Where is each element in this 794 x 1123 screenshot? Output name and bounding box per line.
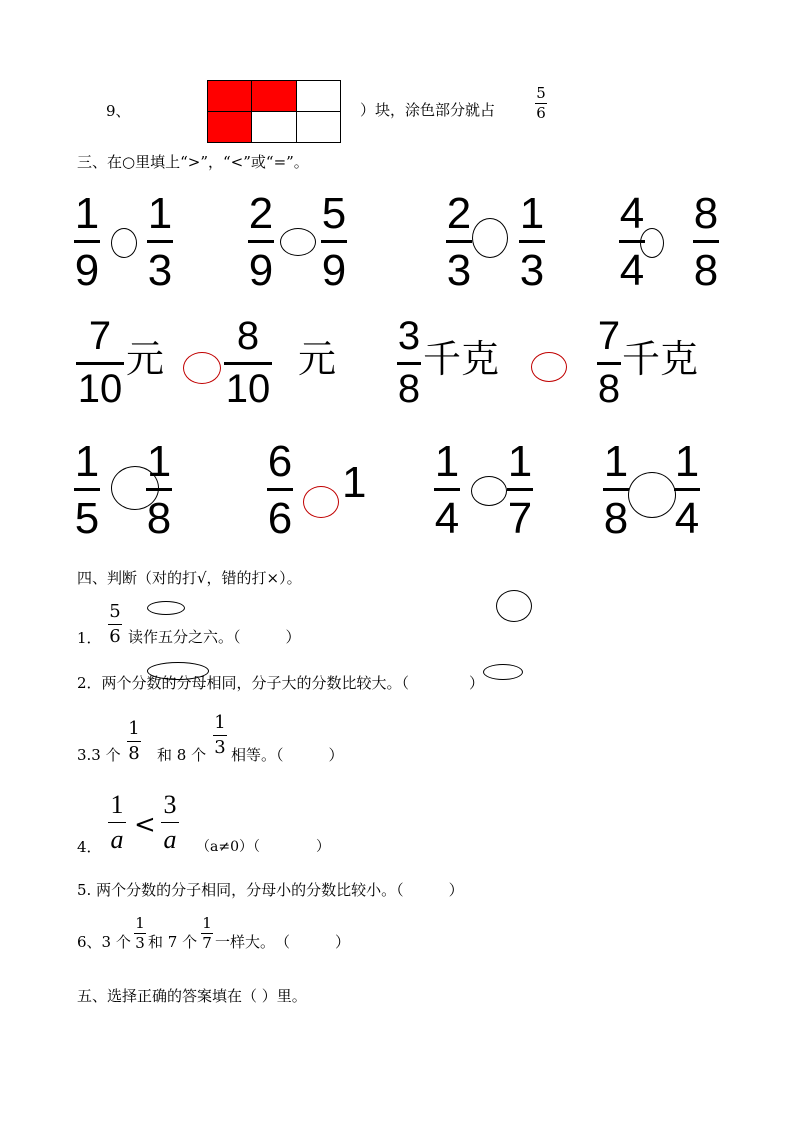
numerator: 1 [135,914,145,932]
fraction [519,189,545,295]
item-1-fraction [108,603,122,646]
numerator: 1 [74,437,100,486]
denominator: 5 [74,494,100,543]
item-4-fraction-a [108,792,126,853]
compare-circle[interactable] [280,228,316,256]
numerator: 3 [163,790,177,819]
fraction-bar [321,240,347,243]
q9-number: 9、 [106,102,131,120]
item-3-suffix: 相等。（ ） [231,746,344,764]
denominator: 3 [214,737,226,758]
denominator: 8 [146,494,172,543]
fraction-bar [213,735,227,736]
fraction [597,316,621,409]
fraction-bar [519,240,545,243]
item-6-fraction-a [134,916,146,951]
item-6-fraction-b [201,916,213,951]
numerator: 6 [267,437,293,486]
fraction-bar [74,240,100,243]
denominator: 7 [507,494,533,543]
denominator: 7 [202,934,212,952]
section-5-title: 五、选择正确的答案填在（ ）里。 [77,987,307,1005]
unit-label: 元 [298,337,337,381]
denominator: 10 [77,367,123,411]
item-3-fraction-a [127,720,141,763]
denominator: 9 [74,246,100,295]
numerator: 4 [619,189,645,238]
fraction [321,189,347,295]
compare-circle[interactable] [531,352,567,382]
unit-label: 元 [126,337,165,381]
fraction [146,437,172,543]
numerator: 1 [74,189,100,238]
fraction-bar [446,240,472,243]
fraction-bar [146,488,172,491]
numerator: 1 [147,189,173,238]
stray-oval [147,601,185,615]
fraction [674,437,700,543]
fraction-bar [674,488,700,491]
section-3-title: 三、在○里填上“>”，“<”或“=”。 [77,153,309,171]
denominator: 3 [519,246,545,295]
item-6-prefix: 6、3 个 [77,933,131,951]
denominator: 6 [536,104,546,122]
item-6-suffix: 一样大。 （ ） [215,933,351,951]
denominator: 8 [693,246,719,295]
fraction-bar [76,362,124,365]
fraction [76,316,124,409]
fraction [74,437,100,543]
denominator: 6 [109,626,121,647]
denominator: 10 [225,367,271,411]
numerator: 1 [434,437,460,486]
denominator: a [163,825,177,854]
unit-label: 千克 [423,337,500,381]
numerator: 1 [146,437,172,486]
fraction-bar [224,362,272,365]
grid-cell [252,112,296,143]
numerator: 7 [88,314,112,358]
compare-circle[interactable] [640,228,664,258]
fraction-bar [127,741,141,742]
fraction-bar [248,240,274,243]
item-3-fraction-b [213,714,227,757]
numerator: 2 [248,189,274,238]
grid-cell [208,81,252,112]
item-6-middle: 和 7 个 [148,933,198,951]
denominator: 8 [397,367,421,411]
stray-oval [147,662,209,680]
grid-cell [252,81,296,112]
fraction [147,189,173,295]
fraction-bar [603,488,629,491]
fraction-bar [147,240,173,243]
fraction-bar [397,362,421,365]
denominator: 6 [267,494,293,543]
numerator: 2 [446,189,472,238]
denominator: 9 [248,246,274,295]
compare-circle[interactable] [303,486,339,518]
numerator: 1 [603,437,629,486]
numerator: 1 [674,437,700,486]
numerator: 1 [110,790,124,819]
item-4-fraction-b [161,792,179,853]
item-3-prefix: 3.3 个 [77,746,121,764]
fraction-bar [108,624,122,625]
item-4-text: （a≠0）（ ） [196,839,330,855]
numerator: 1 [214,712,226,733]
numerator: 3 [397,314,421,358]
item-1-text: 读作五分之六。（ ） [128,628,301,646]
fraction [446,189,472,295]
fraction [74,189,100,295]
denominator: 4 [674,494,700,543]
item-2-text: 2．两个分数的分母相同，分子大的分数比较大。（ ） [77,674,485,692]
fraction-bar [161,822,179,823]
fraction [693,189,719,295]
fraction [397,316,421,409]
fraction-bar [507,488,533,491]
denominator: 3 [147,246,173,295]
numerator: 5 [109,601,121,622]
unit-label: 千克 [622,337,699,381]
numerator: 1 [202,914,212,932]
denominator: 4 [619,246,645,295]
denominator: 3 [446,246,472,295]
numerator: 1 [507,437,533,486]
compare-circle[interactable] [471,476,507,506]
denominator: 3 [135,934,145,952]
numerator: 1 [128,718,140,739]
numerator: 5 [536,84,546,102]
denominator: a [110,825,124,854]
stray-oval [496,590,532,622]
denominator: 9 [321,246,347,295]
denominator: 8 [128,743,140,764]
numerator: 7 [597,314,621,358]
compare-circle[interactable] [111,228,137,258]
grid-cell [297,112,341,143]
compare-circle[interactable] [628,472,676,518]
fraction [248,189,274,295]
numerator: 8 [693,189,719,238]
grid-cell [208,112,252,143]
item-1-number: 1． [77,629,102,647]
section-4-title: 四、判断（对的打√，错的打×）。 [77,569,302,587]
item-3-middle: 和 8 个 [157,746,207,764]
less-than-sign: < [134,810,156,840]
item-4-number: 4． [77,838,102,856]
fraction-bar [597,362,621,365]
numerator: 1 [519,189,545,238]
denominator: 4 [434,494,460,543]
fraction-bar [434,488,460,491]
fraction [434,437,460,543]
fraction [507,437,533,543]
compare-circle[interactable] [183,352,221,384]
numerator: 5 [321,189,347,238]
denominator: 8 [597,367,621,411]
q9-fraction [535,86,547,121]
fraction-bar [74,488,100,491]
whole-number: 1 [342,458,367,507]
fraction [224,316,272,409]
fraction-grid [207,80,341,143]
fraction [603,437,629,543]
fraction-bar [267,488,293,491]
fraction [267,437,293,543]
fraction-bar [693,240,719,243]
denominator: 8 [603,494,629,543]
fraction-bar [108,822,126,823]
stray-oval [483,664,523,680]
item-5-text: 5. 两个分数的分子相同，分母小的分数比较小。（ ） [77,881,464,899]
numerator: 8 [236,314,260,358]
grid-cell [297,81,341,112]
q9-text: ）块，涂色部分就占 [360,101,496,119]
compare-circle[interactable] [472,218,508,258]
